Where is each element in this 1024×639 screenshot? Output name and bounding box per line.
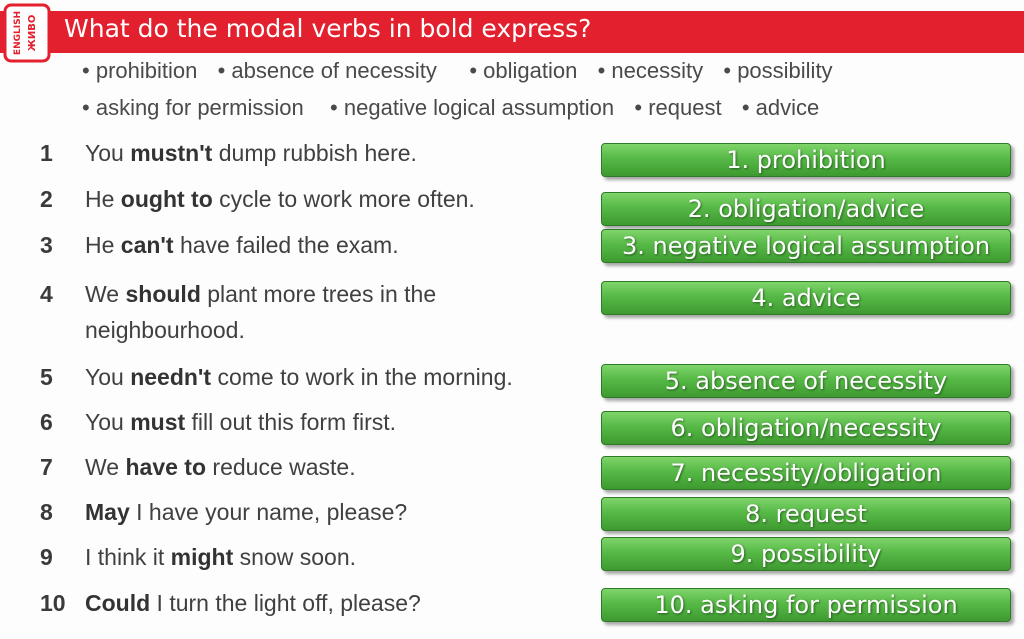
sentence-5: 5 You needn't come to work in the morning. xyxy=(40,364,513,390)
option-item: • possibility xyxy=(717,58,833,83)
answer-2-button[interactable]: 2. obligation/advice xyxy=(601,192,1011,226)
answer-5-button[interactable]: 5. absence of necessity xyxy=(601,364,1011,398)
sentence-6: 6 You must fill out this form first. xyxy=(40,409,397,435)
english-logo xyxy=(2,2,52,64)
answer-9-button[interactable]: 9. possibility xyxy=(601,537,1011,571)
answer-6-button[interactable]: 6. obligation/necessity xyxy=(601,411,1011,445)
option-item: • necessity xyxy=(591,58,704,83)
sentence-7: 7 We have to reduce waste. xyxy=(40,454,356,480)
answer-1-button[interactable]: 1. prohibition xyxy=(601,143,1011,177)
sentence-2: 2 He ought to cycle to work more often. xyxy=(40,186,475,212)
logo-text-top: ENGLISH xyxy=(13,10,23,56)
option-item: • advice xyxy=(735,95,820,120)
sentence-8: 8 May I have your name, please? xyxy=(40,499,408,525)
option-item: • negative logical assumption xyxy=(317,95,615,120)
option-item: • obligation xyxy=(451,58,578,83)
logo-text-bottom: ЖИВО xyxy=(27,14,38,52)
answer-8-button[interactable]: 8. request xyxy=(601,497,1011,531)
option-item: • asking for permission xyxy=(82,95,304,120)
answer-10-button[interactable]: 10. asking for permission xyxy=(601,588,1011,622)
sentence-9: 9 I think it might snow soon. xyxy=(40,544,357,570)
answer-4-button[interactable]: 4. advice xyxy=(601,281,1011,315)
answer-3-button[interactable]: 3. negative logical assumption xyxy=(601,229,1011,263)
sentence-10: 10 Could I turn the light off, please? xyxy=(40,590,421,616)
sentence-1: 1 You mustn't dump rubbish here. xyxy=(40,140,417,166)
option-item: • request xyxy=(628,95,722,120)
option-item: • prohibition xyxy=(82,58,198,83)
options-row-1 xyxy=(82,58,841,84)
sentence-3: 3 He can't have failed the exam. xyxy=(40,232,399,258)
options-row-2 xyxy=(82,95,827,121)
page-title: What do the modal verbs in bold express? xyxy=(64,14,592,43)
sentence-4: 4 We should plant more trees in the xyxy=(40,281,437,307)
option-item: • absence of necessity xyxy=(211,58,437,83)
title-bar xyxy=(0,10,1024,56)
answer-7-button[interactable]: 7. necessity/obligation xyxy=(601,456,1011,490)
sentence-4-line-2: neighbourhood. xyxy=(85,317,245,343)
